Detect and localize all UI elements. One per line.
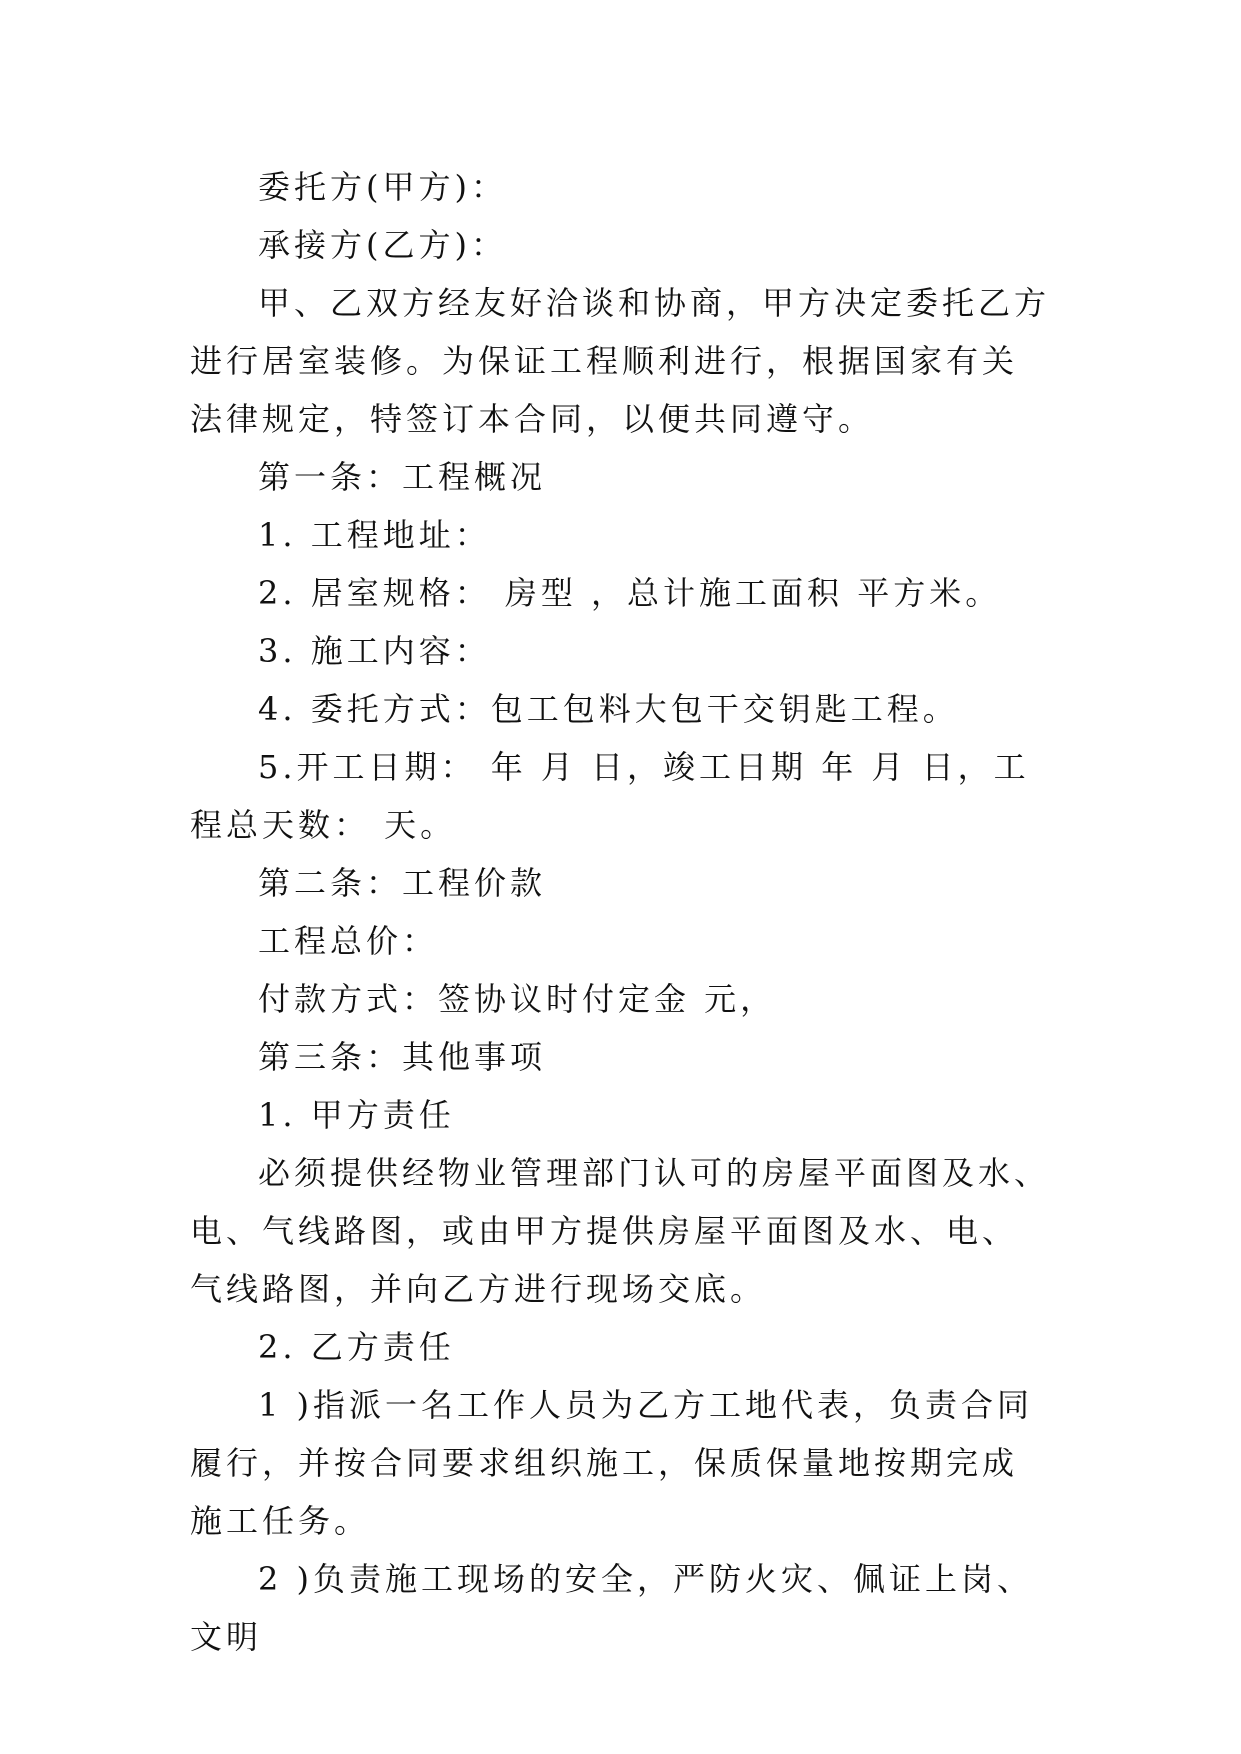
party-b-duty-2: 2 )负责施工现场的安全，严防火灾、佩证上岗、文明 <box>190 1560 1034 1656</box>
article-2-heading: 第二条：工程价款 <box>258 864 547 902</box>
room-spec-item: 2. 居室规格： 房型 ，总计施工面积 平方米。 <box>258 574 1002 612</box>
client-party-line: 委托方(甲方)： <box>258 168 507 206</box>
party-b-responsibility-heading: 2. 乙方责任 <box>258 1328 455 1366</box>
schedule-item: 5.开工日期： 年 月 日，竣工日期 年 月 日，工程总天数： 天。 <box>190 748 1030 844</box>
total-price-line: 工程总价： <box>258 922 439 960</box>
contract-body <box>190 158 1050 1666</box>
party-a-responsibility-heading: 1. 甲方责任 <box>258 1096 455 1134</box>
contractor-party-line: 承接方(乙方)： <box>258 226 507 264</box>
payment-method-line: 付款方式：签协议时付定金 元， <box>258 980 777 1018</box>
article-1-heading: 第一条：工程概况 <box>258 458 547 496</box>
construction-content-item: 3. 施工内容： <box>258 632 491 670</box>
commission-method-item: 4. 委托方式：包工包料大包干交钥匙工程。 <box>258 690 959 728</box>
preamble-paragraph: 甲、乙双方经友好洽谈和协商，甲方决定委托乙方进行居室装修。为保证工程顺利进行，根据国家有关法律规定，特签订本合同，以便共同遵守。 <box>190 284 1051 438</box>
project-address-item: 1. 工程地址： <box>258 516 491 554</box>
article-3-heading: 第三条：其他事项 <box>258 1038 547 1076</box>
party-b-duty-1: 1 )指派一名工作人员为乙方工地代表，负责合同履行，并按合同要求组织施工，保质保量地按期完成施工任务。 <box>190 1386 1034 1540</box>
party-a-responsibility-text: 必须提供经物业管理部门认可的房屋平面图及水、电、气线路图，或由甲方提供房屋平面图及水、电、气线路图，并向乙方进行现场交底。 <box>190 1154 1051 1308</box>
